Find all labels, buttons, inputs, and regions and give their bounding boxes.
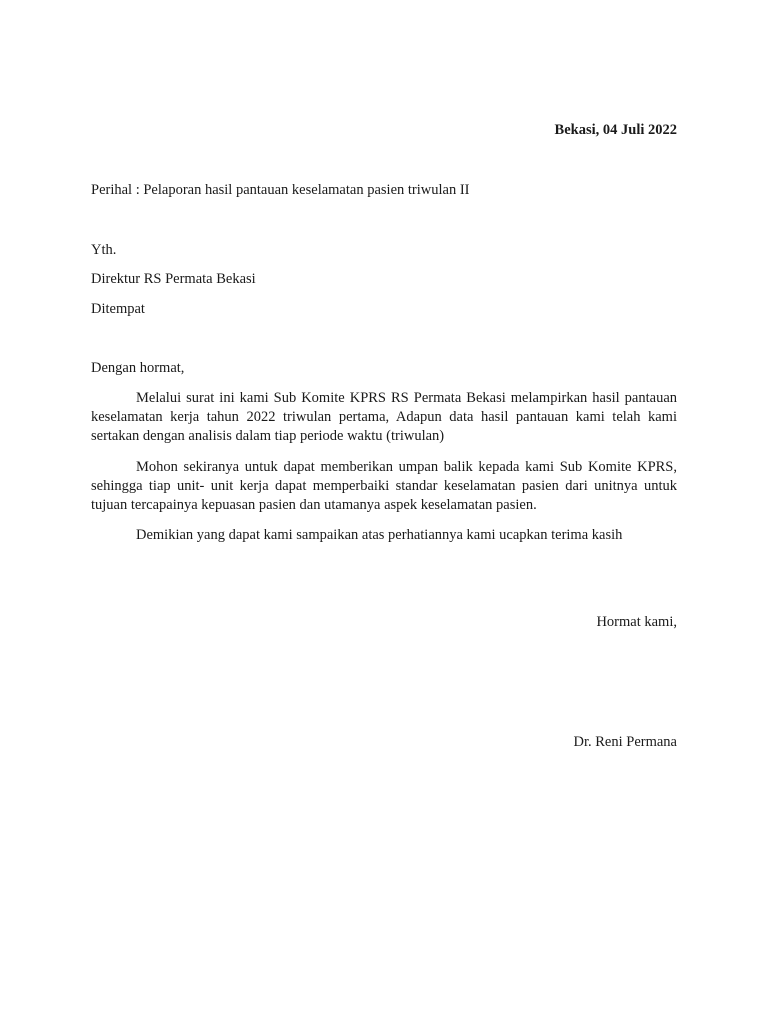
- body-paragraph-2: [91, 458, 677, 515]
- body-paragraph-2-text: Mohon sekiranya untuk dapat memberikan umpan balik kepada kami Sub Komite KPRS, sehingga tiap unit- unit kerja dapat memperbaiki standar keselamatan pasien dari unitnya untuk tujuan tercapainya kepuasan pasien dan utamanya aspek keselamatan pasien.: [91, 459, 677, 513]
- letter-salutation: Dengan hormat,: [91, 360, 185, 376]
- letter-closing: Hormat kami,: [596, 614, 677, 630]
- signer-name: Dr. Reni Permana: [573, 734, 677, 750]
- body-paragraph-3-text: Demikian yang dapat kami sampaikan atas perhatiannya kami ucapkan terima kasih: [136, 527, 623, 543]
- addressee-location: Ditempat: [91, 301, 145, 317]
- addressee-greeting: Yth.: [91, 242, 117, 258]
- body-paragraph-1: [91, 389, 677, 446]
- addressee-name: Direktur RS Permata Bekasi: [91, 271, 256, 287]
- letter-subject: Perihal : Pelaporan hasil pantauan keselamatan pasien triwulan II: [91, 182, 470, 198]
- letter-date: Bekasi, 04 Juli 2022: [554, 122, 677, 138]
- body-paragraph-3: [91, 526, 677, 545]
- body-paragraph-1-text: Melalui surat ini kami Sub Komite KPRS RS Permata Bekasi melampirkan hasil pantauan keselamatan kerja tahun 2022 triwulan pertama, Adapun data hasil pantauan kami telah kami sertakan dengan analisis dalam tiap periode waktu (triwulan): [91, 390, 677, 444]
